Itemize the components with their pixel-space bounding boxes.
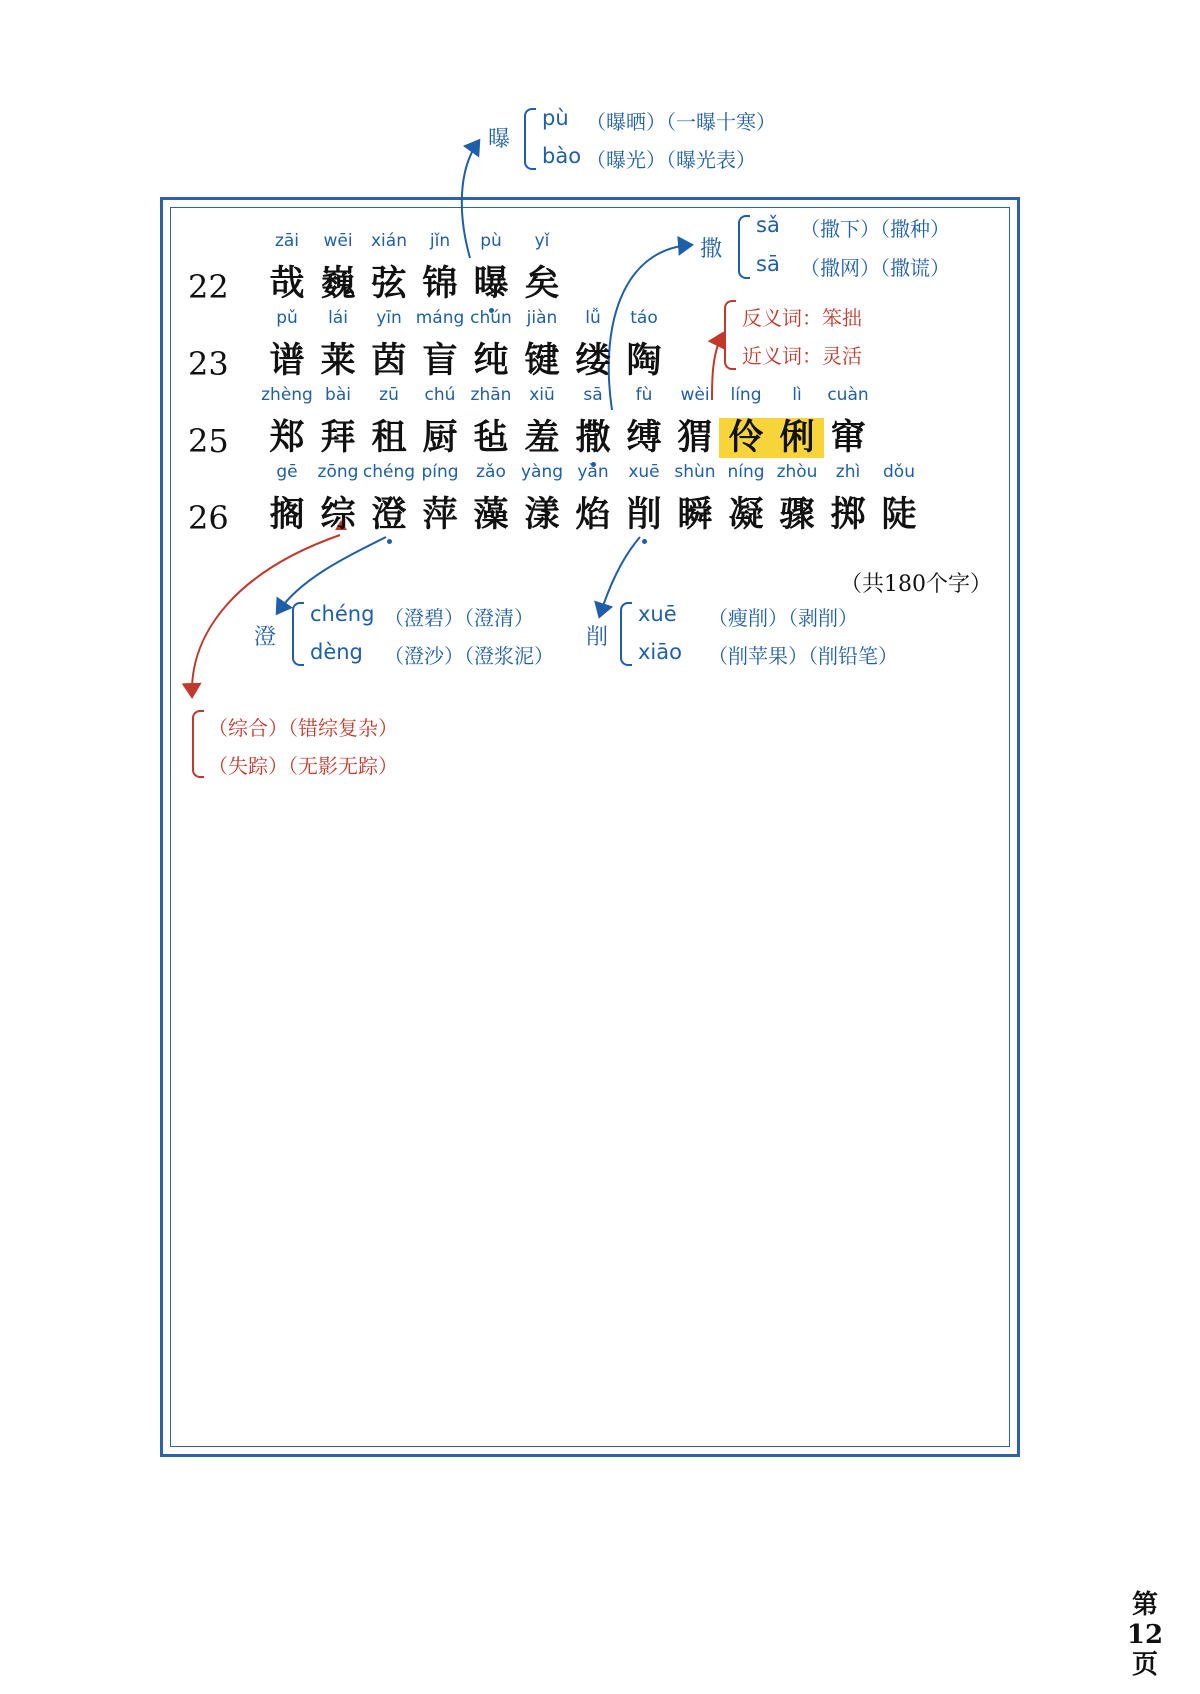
hanzi: 猬 bbox=[677, 417, 713, 458]
hanzi: 萍 bbox=[422, 494, 458, 535]
hanzi: 缕 bbox=[575, 340, 611, 381]
annotation-words: （综合）（错综复杂） bbox=[208, 716, 398, 740]
pinyin: jǐn bbox=[429, 231, 451, 251]
pinyin: xiū bbox=[529, 385, 555, 405]
brace bbox=[292, 602, 304, 666]
pinyin: zōng bbox=[317, 462, 359, 482]
pinyin: wèi bbox=[680, 385, 710, 405]
polyphone-dot bbox=[387, 539, 392, 544]
pinyin: jiàn bbox=[526, 308, 558, 328]
annotation-head: 曝 bbox=[488, 127, 511, 152]
hanzi: 键 bbox=[524, 340, 560, 381]
hanzi: 盲 bbox=[422, 340, 458, 381]
pinyin: zhì bbox=[835, 462, 861, 482]
pinyin: pǔ bbox=[276, 308, 298, 328]
pinyin: xuē bbox=[628, 462, 660, 482]
page-number bbox=[1125, 1590, 1165, 1680]
hanzi: 搁 bbox=[269, 494, 305, 535]
pinyin: sā bbox=[583, 385, 603, 405]
hanzi: 厨 bbox=[422, 417, 458, 458]
hanzi: 瞬 bbox=[677, 494, 713, 535]
row-number: 22 bbox=[188, 268, 229, 306]
pinyin: líng bbox=[730, 385, 762, 405]
pinyin: chú bbox=[424, 385, 456, 405]
hanzi: 租 bbox=[371, 417, 407, 458]
page-number-suffix: 页 bbox=[1131, 1650, 1158, 1680]
synonym-text: 近义词：灵活 bbox=[742, 344, 862, 368]
annotation-words: （澄沙）（澄浆泥） bbox=[384, 644, 554, 668]
hanzi: 撒 bbox=[575, 417, 611, 458]
annotation-words: （瘦削）（剥削） bbox=[708, 606, 858, 630]
hanzi: 毡 bbox=[473, 417, 509, 458]
brace bbox=[524, 108, 536, 170]
hanzi: 漾 bbox=[524, 494, 560, 535]
antonym-text: 反义词：笨拙 bbox=[742, 306, 862, 330]
hanzi: 谱 bbox=[269, 340, 305, 381]
annotation-head: 澄 bbox=[254, 625, 277, 650]
hanzi: 弦 bbox=[371, 263, 407, 304]
hanzi: 羞 bbox=[524, 417, 560, 458]
annotation-pinyin: chéng bbox=[310, 602, 375, 626]
pinyin: zhèng bbox=[261, 385, 313, 405]
char-cell bbox=[617, 305, 671, 381]
pinyin: chún bbox=[470, 308, 512, 328]
hanzi: 掷 bbox=[830, 494, 866, 535]
char-cell bbox=[515, 228, 569, 304]
annotation-head: 撒 bbox=[700, 237, 723, 262]
annotation-pinyin: pù bbox=[542, 106, 569, 130]
pinyin: táo bbox=[630, 308, 658, 328]
annotation-words: （失踪）（无影无踪） bbox=[208, 754, 398, 778]
pinyin: pù bbox=[480, 231, 502, 251]
pinyin: shùn bbox=[674, 462, 716, 482]
brace bbox=[724, 300, 736, 370]
annotation-head: 削 bbox=[586, 625, 609, 650]
hanzi: 骤 bbox=[779, 494, 815, 535]
pinyin: yàn bbox=[577, 462, 609, 482]
pinyin: zū bbox=[379, 385, 399, 405]
hanzi: 凝 bbox=[728, 494, 764, 535]
total-count: （共180个字） bbox=[840, 572, 992, 597]
hanzi: 锦 bbox=[422, 263, 458, 304]
pinyin: dǒu bbox=[883, 462, 915, 482]
brace bbox=[192, 710, 204, 778]
hanzi: 综 bbox=[320, 494, 356, 535]
hanzi: 窜 bbox=[830, 417, 866, 458]
hanzi: 巍 bbox=[320, 263, 356, 304]
pinyin: gē bbox=[276, 462, 298, 482]
row-26 bbox=[0, 459, 1200, 549]
hanzi: 缚 bbox=[626, 417, 662, 458]
annotation-pinyin: bào bbox=[542, 144, 582, 168]
annotation-pinyin: sǎ bbox=[756, 213, 780, 237]
polyphone-dot bbox=[642, 539, 647, 544]
annotation-pinyin: xuē bbox=[638, 602, 677, 626]
annotation-words: （澄碧）（澄清） bbox=[384, 606, 534, 630]
brace bbox=[738, 215, 750, 279]
pinyin: yīn bbox=[376, 308, 402, 328]
pinyin: cuàn bbox=[827, 385, 869, 405]
hanzi: 矣 bbox=[524, 263, 560, 304]
hanzi: 澄 bbox=[371, 494, 407, 535]
pinyin: níng bbox=[727, 462, 765, 482]
annotation-words: （削苹果）（削铅笔） bbox=[708, 644, 898, 668]
hanzi: 纯 bbox=[473, 340, 509, 381]
hanzi: 茵 bbox=[371, 340, 407, 381]
char-cell bbox=[872, 459, 926, 535]
pinyin: yǐ bbox=[534, 231, 550, 251]
annotation-words: （撒下）（撒种） bbox=[800, 217, 950, 241]
pinyin: yàng bbox=[520, 462, 564, 482]
hanzi: 藻 bbox=[473, 494, 509, 535]
hanzi: 陡 bbox=[881, 494, 917, 535]
brace bbox=[620, 602, 632, 666]
pinyin: chéng bbox=[362, 462, 416, 482]
char-cell bbox=[821, 382, 875, 458]
page-number-value: 12 bbox=[1126, 1620, 1164, 1650]
annotation-words: （撒网）（撒谎） bbox=[800, 256, 950, 280]
row-number: 26 bbox=[188, 499, 229, 537]
pinyin: píng bbox=[421, 462, 459, 482]
pinyin: bài bbox=[325, 385, 351, 405]
hanzi: 莱 bbox=[320, 340, 356, 381]
pinyin: zhān bbox=[470, 385, 512, 405]
hanzi-highlighted: 俐 bbox=[770, 418, 824, 458]
hanzi: 拜 bbox=[320, 417, 356, 458]
pinyin: zǎo bbox=[476, 462, 506, 482]
annotation-words: （曝光）（曝光表） bbox=[586, 148, 756, 172]
row-number: 23 bbox=[188, 345, 229, 383]
hanzi: 哉 bbox=[269, 263, 305, 304]
hanzi: 陶 bbox=[626, 340, 662, 381]
pinyin: lǚ bbox=[585, 308, 601, 328]
annotation-pinyin: dèng bbox=[310, 640, 363, 664]
pinyin: zhòu bbox=[776, 462, 818, 482]
pinyin: wēi bbox=[323, 231, 353, 251]
hanzi: 郑 bbox=[269, 417, 305, 458]
pinyin: fù bbox=[635, 385, 653, 405]
hanzi: 削 bbox=[626, 494, 662, 535]
pinyin: zāi bbox=[274, 231, 300, 251]
hanzi: 曝 bbox=[473, 263, 509, 304]
pinyin: lái bbox=[328, 308, 348, 328]
pinyin: máng bbox=[415, 308, 465, 328]
pinyin: xián bbox=[371, 231, 407, 251]
hanzi-highlighted: 伶 bbox=[719, 418, 773, 458]
pinyin: lì bbox=[792, 385, 802, 405]
page-number-prefix: 第 bbox=[1131, 1590, 1158, 1620]
hanzi: 焰 bbox=[575, 494, 611, 535]
annotation-words: （曝晒）（一曝十寒） bbox=[586, 110, 776, 134]
annotation-pinyin: xiāo bbox=[638, 640, 682, 664]
annotation-pinyin: sā bbox=[756, 252, 780, 276]
row-number: 25 bbox=[188, 422, 229, 460]
